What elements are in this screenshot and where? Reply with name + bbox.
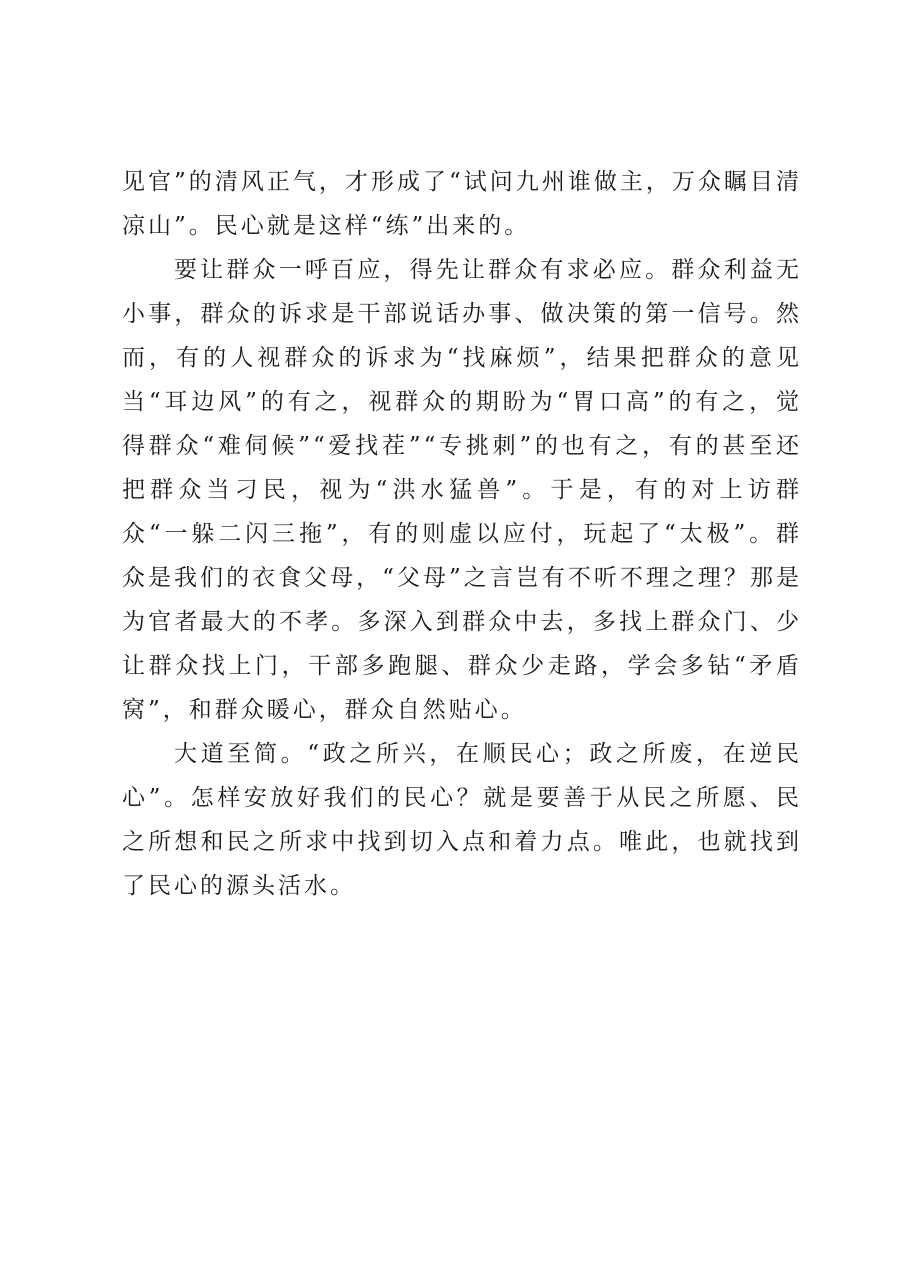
paragraph-1: 见官”的清风正气，才形成了“试问九州谁做主，万众瞩目清凉山”。民心就是这样“练”出来的。	[122, 169, 802, 239]
paragraph-3: 大道至简。“政之所兴，在顺民心；政之所废，在逆民心”。怎样安放好我们的民心？就是要善于从民之所愿、民之所想和民之所求中找到切入点和着力点。唯此，也就找到了民心的源头活水。	[122, 741, 802, 899]
document-body	[122, 160, 802, 908]
paragraph-2: 要让群众一呼百应，得先让群众有求必应。群众利益无小事，群众的诉求是干部说话办事、做决策的第一信号。然而，有的人视群众的诉求为“找麻烦”，结果把群众的意见当“耳边风”的有之，视群众的期盼为“胃口高”的有之，觉得群众“难伺候”“爱找茬”“专挑刺”的也有之，有的甚至还把群众当刁民，视为“洪水猛兽”。于是，有的对上访群众“一躲二闪三拖”，有的则虚以应付，玩起了“太极”。群众是我们的衣食父母，“父母”之言岂有不听不理之理？那是为官者最大的不孝。多深入到群众中去，多找上群众门、少让群众找上门，干部多跑腿、群众少走路，学会多钻“矛盾窝”，和群众暖心，群众自然贴心。	[122, 257, 802, 723]
